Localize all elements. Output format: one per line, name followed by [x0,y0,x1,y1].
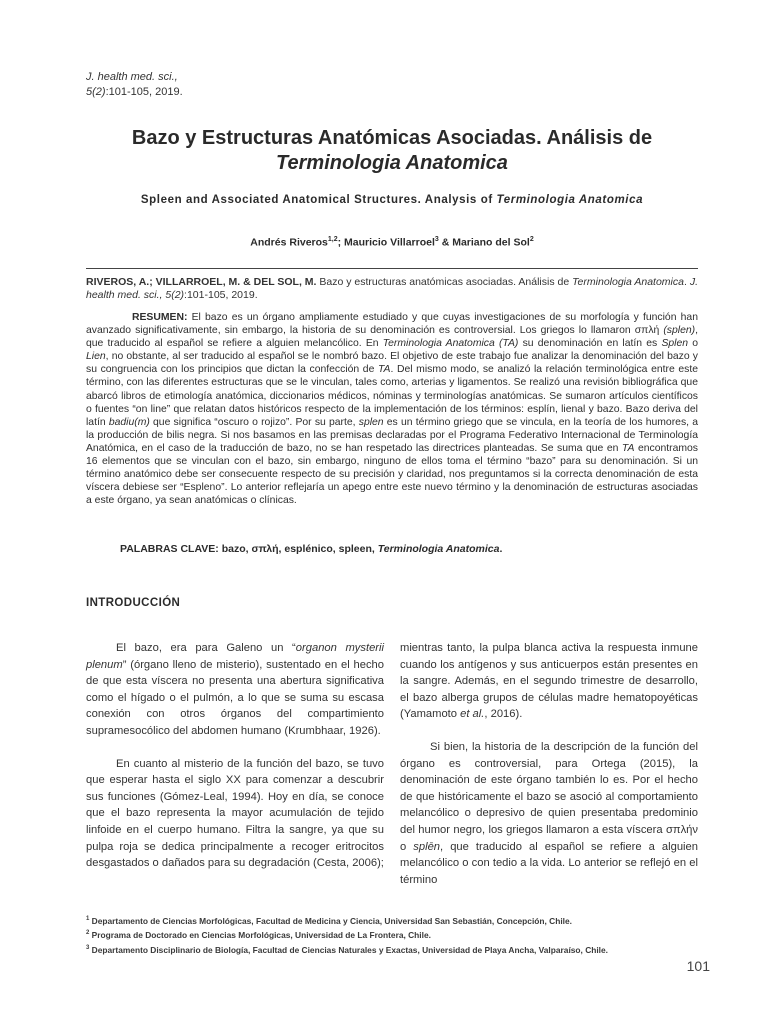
footnote [86,927,698,941]
footnote-text: Departamento Disciplinario de Biología, Facultad de Ciencias Naturales y Exactas, Universidad de Playa Ancha, Valparaíso, Chile. [89,944,608,955]
paragraph-text: ” (órgano lleno de misterio), sustentado en el hecho de que esta víscera no presenta una abertura significativa como el hígado o el pulmón, a lo que se suma su escasa conexión con otros órganos del compartimiento supramesocólico del abdomen humano (Krumbhaar, 1926). [86,658,384,737]
paragraph [400,739,698,888]
article-title [86,126,698,176]
abstract-text: o [688,338,698,350]
abstract-italic: Splen [661,338,689,350]
keywords-list: PALABRAS CLAVE: bazo, σπλή, esplénico, spleen, [120,543,378,555]
author-3-affiliation: 2 [529,236,534,243]
author-2: ; Mauricio Villarroel [337,236,435,249]
abstract-italic: Lien [86,351,106,363]
abstract-text: encontramos 16 elementos que se vinculan con el bazo, sin embargo, ninguno de ellos toma el término “bazo” para su denominación. Si un término anatómico debe ser consecuente respecto de su precisión y claridad, nos preguntamos si la correcta denominación de esta víscera debiese ser “Espleno”. Lo anterior reflejaría un apego entre este nuevo término y la denominación de estructuras asociadas a este órgano, ya sean anatómicas o clínicas. [86,442,699,507]
abstract-italic: splen [358,416,384,428]
abstract-text: , que traducido al español se refiere a alguien melancólico. En [86,325,698,350]
paragraph-italic: et al. [460,708,485,721]
footnote-marker: 3 [86,944,90,951]
paragraph-text: mientras tanto, la pulpa blanca activa la respuesta inmune cuando los antígenos y sus anticuerpos están presentes en la sangre. Además, en el segundo trimestre de desarrollo, el bazo alberga grupos de células madre hematopoyéticas (Yamamoto [400,642,698,721]
author-3: & Mariano del Sol [438,236,530,249]
abstract-italic: TA [621,442,635,454]
paragraph-text: , 2016). [484,708,523,721]
paragraph-italic: splēn [413,840,441,853]
title-italic: Terminologia Anatomica [276,152,508,174]
author-1: Andrés Riveros [250,236,328,249]
paragraph [86,640,384,740]
footnote [86,942,698,956]
citation-block [86,276,698,302]
abstract-text: su denominación en latín es [518,338,662,350]
divider-rule [86,268,698,269]
citation-text: Bazo y estructuras anatómicas asociadas. Análisis de [316,276,573,288]
paragraph-text: El bazo, era para Galeno un “ [116,642,296,654]
abstract-italic: badiu(m) [108,416,150,428]
citation-pages: :101-105, 2019. [184,289,258,301]
english-title [86,194,698,206]
paragraph-italic: organon mysterii plenum [86,642,384,671]
citation-italic-title: Terminologia Anatomica [572,276,684,288]
footnote-marker: 1 [86,916,90,922]
footnote [86,913,698,927]
paragraph: En cuanto al misterio de la función del bazo, se tuvo que esperar hasta el siglo XX para comenzar a descubrir sus funciones (Gómez-Leal, 1994). Hoy en día, se conoce que el bazo representa la mayor acumulación de tejido linfoide en el cuerpo humano. Filtra la sangre, ya que su pulpa roja se dedica principalmente a recoger eritrocitos desgastados o dañados para su degradación (Cesta, 2006); [86,757,384,870]
abstract-text: , no obstante, al ser traducido al español se le nombró bazo. El objetivo de este trabajo fue analizar la denominación del bazo y su congruencia con los principios que dictan la confección de [86,351,698,376]
right-column [400,640,698,904]
english-title-italic: Terminologia Anatomica [496,194,644,206]
citation-journal: J. health med. sci., 5(2) [86,276,698,301]
page-number: 101 [686,958,710,974]
title-main: Bazo y Estructuras Anatómicas Asociadas. Análisis de [131,127,653,149]
citation-separator: . [683,276,690,288]
abstract-paragraph [86,311,698,507]
paragraph [400,640,698,723]
abstract-italic: Terminologia Anatomica (TA) [382,338,519,350]
abstract-italic: TA [377,364,391,376]
author-1-affiliation: 1,2 [327,236,338,243]
journal-volume-line [86,85,183,100]
footnote-marker: 2 [86,930,90,937]
left-column [86,640,384,888]
english-title-main: Spleen and Associated Anatomical Structures. Analysis of [140,194,497,206]
abstract-label: RESUMEN: [132,312,188,323]
abstract-text: es un término griego que se vincula, en la teoría de los humores, a la producción de bilis negra. Si nos basamos en las premisas declaradas por el Programa Federativo Internacional de Terminología Anatómica, en el caso de la traducción de bazo, no se han respetado las directrices planteadas. Se suma que en [86,416,698,454]
section-heading-introduccion: INTRODUCCIÓN [86,597,181,609]
footnotes [86,913,698,956]
paragraph-text: Si bien, la historia de la descripción de la función del órgano es controversial, para Ortega (2015), la denominación de este órgano también lo es. Por el hecho de que históricamente el bazo se asoció al comportamiento melancólico o depresivo de quien presentaba predominio del humor negro, los griegos llamaron a esta víscera σπλήν o [400,740,698,853]
journal-name: J. health med. sci., [86,71,178,83]
journal-pages-year: :101-105, 2019. [105,86,183,98]
keywords-italic: Terminologia Anatomica [377,543,500,555]
paragraph-text: , que traducido al español se refiere a alguien melancólico o con tedio a la vida. Lo anterior se reflejó en el término [400,840,698,886]
footnote-text: Departamento de Ciencias Morfológicas, Facultad de Medicina y Ciencia, Universidad San Sebastián, Concepción, Chile. [89,915,572,926]
abstract-text: que significa “oscuro o rojizo”. Por su parte, [149,416,359,428]
abstract-italic: (splen) [663,325,696,337]
author-list [86,236,698,249]
journal-volume: 5(2) [86,86,106,98]
footnote-text: Programa de Doctorado en Ciencias Morfológicas, Universidad de La Frontera, Chile. [89,930,431,941]
abstract-text: El bazo es un órgano ampliamente estudiado y que cuyas investigaciones de su morfología y función han avanzado significativamente, sin embargo, la historia de su denominación es controversial. Los griegos lo llamaron σπλή [86,312,698,337]
journal-reference [86,70,183,100]
citation-authors: RIVEROS, A.; VILLARROEL, M. & DEL SOL, M. [86,276,317,288]
author-2-affiliation: 3 [434,236,439,243]
keywords-end: . [499,543,503,555]
keywords [120,543,698,555]
abstract-text: . Del mismo modo, se analizó la relación terminológica entre este término, con las diferentes estructuras que se le vinculan, tales como, arterias y ligamentos. Se realizó una revisión bibliográfica que abarcó libros de etimología anatómica, diccionarios médicos, nóminas y terminologías anatómicas. Se sumaron artículos científicos o fuentes “on line” que relatan datos históricos respecto de la implementación de los términos: esplín, lienal y bazo. Bazo deriva del latín [86,364,698,428]
